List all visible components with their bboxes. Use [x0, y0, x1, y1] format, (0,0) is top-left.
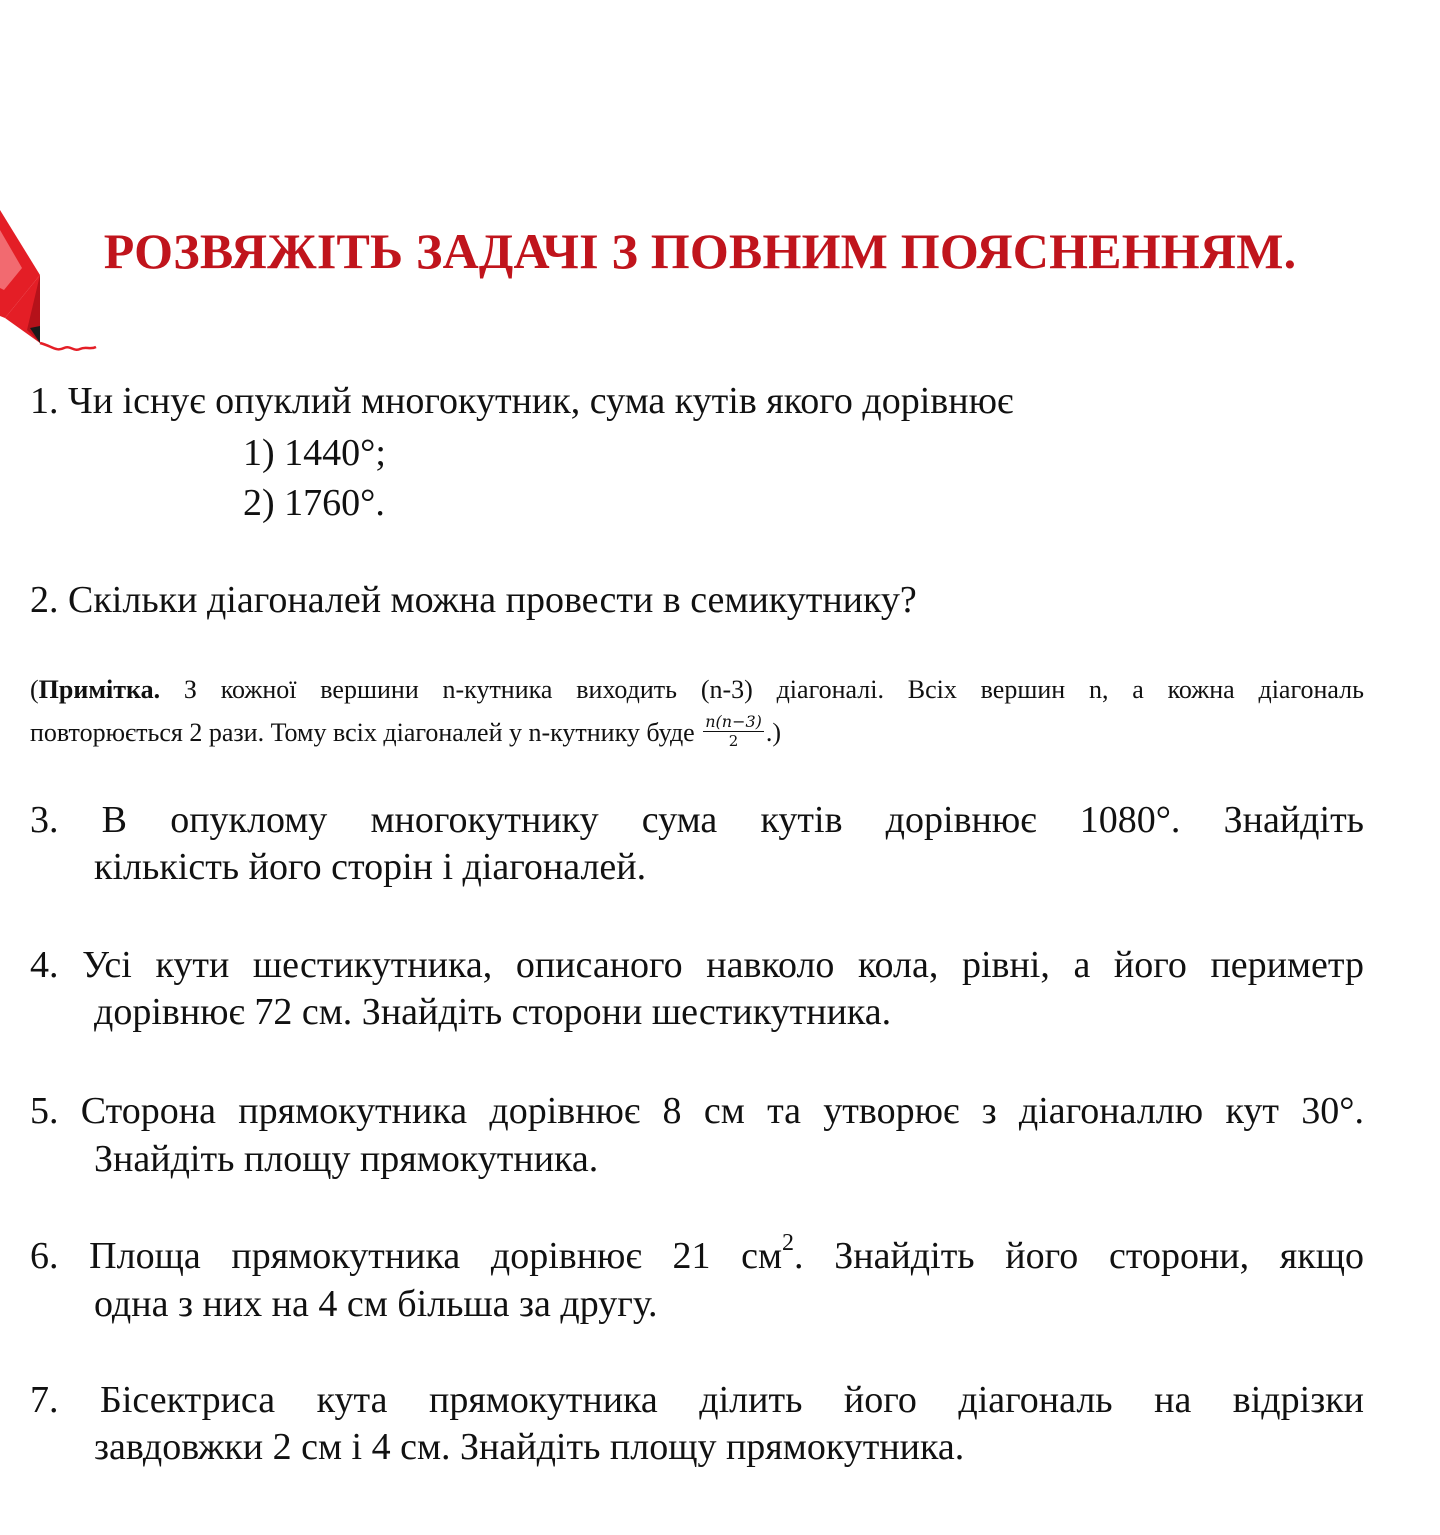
note-line-2: [30, 711, 782, 754]
task-6-superscript: 2: [782, 1230, 795, 1256]
task-6-line-1-a: 6. Площа прямокутника дорівнює 21 см: [30, 1235, 783, 1277]
note-label: Примітка.: [38, 675, 161, 704]
task-6-line-1-b: . Знайдіть його сторони, якщо: [794, 1235, 1364, 1277]
note-line-1-text: З кожної вершини n-кутника виходить (n-3) діагоналі. Всіх вершин n, а кожна діагональ: [160, 675, 1364, 704]
task-1-text: 1. Чи існує опуклий многокутник, сума кутів якого дорівнює: [30, 380, 1014, 422]
task-7-line-2: завдовжки 2 см і 4 см. Знайдіть площу прямокутника.: [94, 1426, 965, 1468]
page-title: РОЗВЯЖІТЬ ЗАДАЧІ З ПОВНИМ ПОЯСНЕННЯМ.: [103, 223, 1297, 279]
note-line-2-text: повторюється 2 рази. Тому всіх діагоналей у n-кутнику буде: [30, 718, 702, 747]
task-5-line-1: 5. Сторона прямокутника дорівнює 8 см та утворює з діагоналлю кут 30°.: [30, 1090, 1364, 1132]
diagonal-formula: [703, 713, 764, 750]
task-6-line-1: [30, 1230, 1364, 1284]
note-close: .): [765, 718, 782, 747]
formula-denominator: 2: [728, 731, 739, 750]
pencil-scribble: [40, 343, 96, 350]
task-5-line-2: Знайдіть площу прямокутника.: [94, 1138, 599, 1180]
formula-numerator: n(n−3): [705, 711, 762, 731]
task-4-line-1: 4. Усі кути шестикутника, описаного навколо кола, рівні, а його периметр: [30, 944, 1364, 986]
note-line-1: [30, 673, 1364, 707]
task-7-line-1: 7. Бісектриса кута прямокутника ділить його діагональ на відрізки: [30, 1379, 1364, 1421]
note-open-paren: (: [30, 675, 39, 704]
task-1-option-2: 2) 1760°.: [243, 482, 385, 524]
task-3-line-2: кількість його сторін і діагоналей.: [94, 846, 647, 888]
task-3-line-1: 3. В опуклому многокутнику сума кутів дорівнює 1080°. Знайдіть: [30, 799, 1364, 841]
task-2-text: 2. Скільки діагоналей можна провести в семикутнику?: [30, 579, 917, 621]
task-1-option-1: 1) 1440°;: [243, 432, 386, 474]
task-6-line-2: одна з них на 4 см більша за другу.: [94, 1283, 658, 1325]
task-4-line-2: дорівнює 72 см. Знайдіть сторони шестикутника.: [94, 991, 892, 1033]
